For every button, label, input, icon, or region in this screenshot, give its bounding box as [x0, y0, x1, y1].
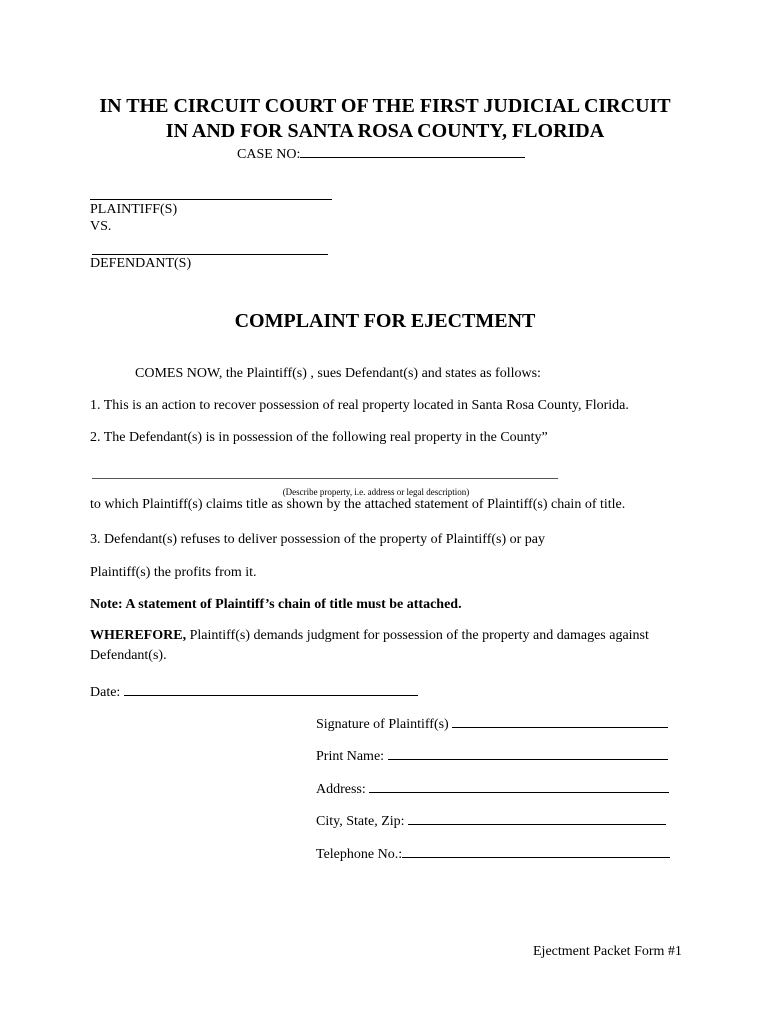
address-label: Address: — [316, 782, 366, 797]
print-name-row — [316, 745, 668, 765]
signature-field[interactable] — [452, 713, 668, 728]
city-state-zip-field[interactable] — [408, 810, 666, 825]
address-row — [316, 778, 669, 798]
paragraph-3-continuation: Plaintiff(s) the profits from it. — [90, 565, 257, 580]
paragraph-2-continuation: to which Plaintiff(s) claims title as shown by the attached statement of Plaintiff(s) chain of title. — [90, 497, 626, 512]
date-field[interactable] — [124, 681, 418, 696]
telephone-field[interactable] — [402, 843, 670, 858]
intro-paragraph: COMES NOW, the Plaintiff(s) , sues Defendant(s) and states as follows: — [135, 366, 541, 381]
paragraph-1: 1. This is an action to recover possession of real property located in Santa Rosa County, Florida. — [90, 398, 629, 413]
date-label: Date: — [90, 685, 121, 700]
defendant-name-line[interactable] — [92, 254, 328, 255]
case-number-field[interactable] — [300, 143, 525, 158]
plaintiff-label: PLAINTIFF(S) — [90, 202, 178, 217]
court-heading-line1: IN THE CIRCUIT COURT OF THE FIRST JUDICIAL CIRCUIT — [99, 95, 671, 117]
telephone-label: Telephone No.: — [316, 847, 403, 862]
wherefore-paragraph — [90, 628, 649, 644]
case-number-label: CASE NO: — [237, 147, 301, 162]
paragraph-3: 3. Defendant(s) refuses to deliver possession of the property of Plaintiff(s) or pay — [90, 532, 546, 547]
form-footer: Ejectment Packet Form #1 — [533, 944, 682, 959]
plaintiff-name-line[interactable] — [90, 199, 332, 200]
chain-of-title-note: Note: A statement of Plaintiff’s chain of title must be attached. — [90, 597, 462, 612]
print-name-label: Print Name: — [316, 749, 385, 764]
wherefore-continuation: Defendant(s). — [90, 648, 167, 663]
date-row — [90, 681, 418, 701]
wherefore-text: Plaintiff(s) demands judgment for possession of the property and damages against — [186, 628, 649, 643]
property-description-hint: (Describe property, i.e. address or legal description) — [282, 487, 470, 497]
court-heading-line2: IN AND FOR SANTA ROSA COUNTY, FLORIDA — [165, 120, 605, 142]
signature-label: Signature of Plaintiff(s) — [316, 717, 449, 732]
versus-label: VS. — [90, 219, 112, 234]
defendant-label: DEFENDANT(S) — [90, 256, 192, 271]
case-number-row — [237, 143, 525, 163]
telephone-row — [316, 843, 670, 863]
paragraph-2: 2. The Defendant(s) is in possession of the following real property in the County” — [90, 430, 548, 445]
address-field[interactable] — [369, 778, 669, 793]
city-state-zip-label: City, State, Zip: — [316, 814, 405, 829]
signature-row — [316, 713, 668, 733]
wherefore-keyword: WHEREFORE, — [90, 628, 187, 643]
print-name-field[interactable] — [388, 745, 668, 760]
city-state-zip-row — [316, 810, 666, 830]
document-title: COMPLAINT FOR EJECTMENT — [234, 310, 536, 332]
property-description-line[interactable] — [92, 478, 558, 479]
